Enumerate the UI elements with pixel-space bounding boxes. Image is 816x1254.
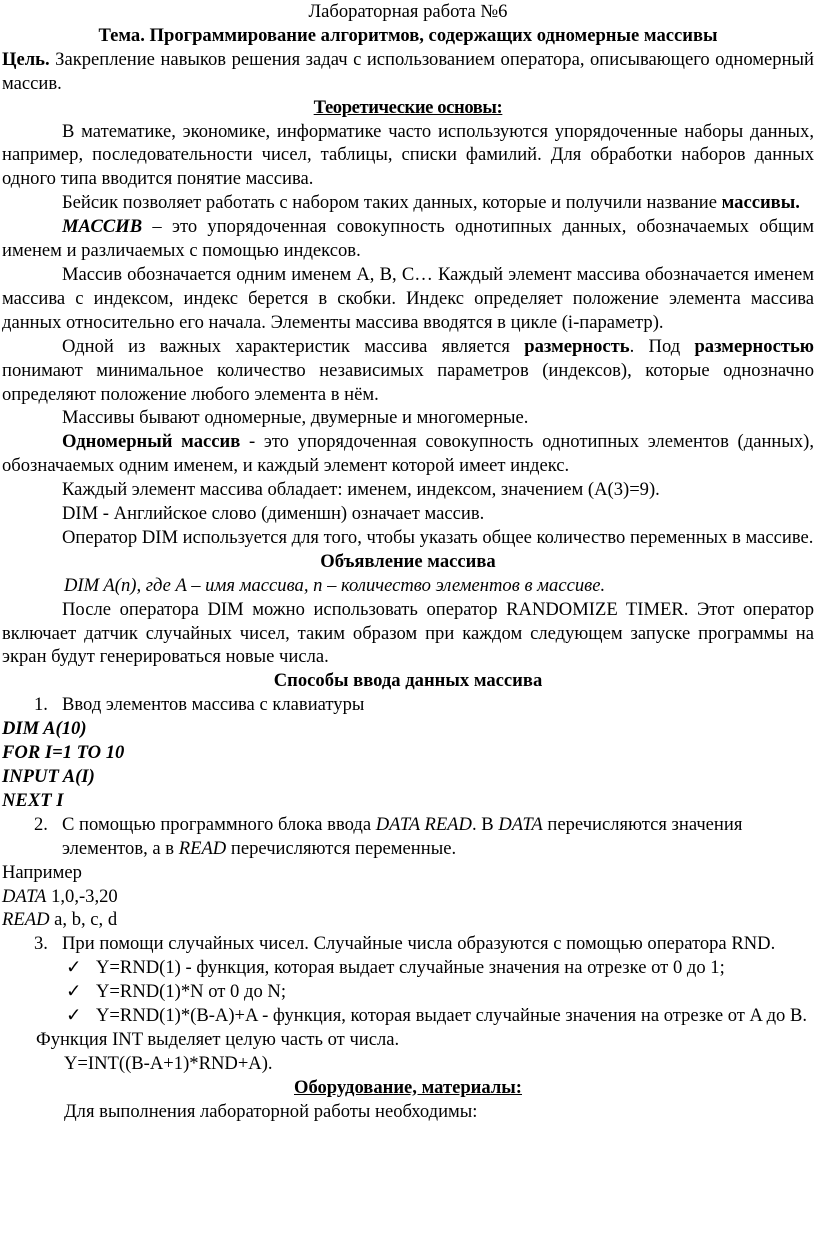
- code-line: FOR I=1 TO 10: [2, 742, 125, 764]
- goal-text: Закрепление навыков решения задач с использованием оператора, описывающего одномерный массив.: [2, 48, 814, 94]
- checkmark-icon: ✓: [66, 957, 82, 979]
- goal-label: Цель.: [2, 48, 50, 70]
- massiv-term: МАССИВ: [62, 216, 143, 238]
- list-item-1-text: Ввод элементов массива с клавиатуры: [62, 694, 365, 716]
- read-values: a, b, c, d: [49, 909, 118, 931]
- int-formula: Y=INT((B-A+1)*RND+A).: [64, 1052, 273, 1074]
- checkmark-icon: ✓: [66, 981, 82, 1003]
- paragraph-5-c: . Под: [629, 335, 695, 357]
- paragraph-5-bold-2: размерностью: [694, 335, 814, 357]
- paragraph-5-d: понимают минимальное количество независимых параметров (индексов), которые однозначно определяют положение любого элемента в нём.: [2, 359, 814, 405]
- theory-heading: Теоретические основы:: [313, 96, 503, 118]
- data-values: 1,0,-3,20: [46, 885, 118, 907]
- paragraph-2-text: Бейсик позволяет работать с набором таких данных, которые и получили название: [62, 192, 722, 214]
- list-item-1-number: 1.: [34, 694, 48, 716]
- list-item-3-number: 3.: [34, 933, 48, 955]
- paragraph-2: [2, 191, 814, 215]
- topic-text: Программирование алгоритмов, содержащих одномерные массивы: [149, 24, 718, 46]
- check-item-text: Y=RND(1)*N от 0 до N;: [96, 981, 286, 1003]
- list-item-2-italic-1: DATA READ: [375, 813, 472, 835]
- checkmark-icon: ✓: [66, 1005, 82, 1027]
- int-function-line: Функция INT выделяет целую часть от числа.: [36, 1028, 400, 1050]
- paragraph-9: DIM - Английское слово (дименшн) означает массив.: [62, 503, 485, 525]
- check-item-text: Y=RND(1) - функция, которая выдает случайные значения на отрезке от 0 до 1;: [96, 957, 725, 979]
- check-item: [2, 956, 814, 980]
- paragraph-7-text: - это упорядоченная совокупность однотипных элементов (данных), обозначаемых одним именем, и каждый элемент которой имеет индекс.: [2, 431, 814, 477]
- list-item-3-text: При помощи случайных чисел. Случайные числа образуются с помощью оператора RND.: [62, 933, 776, 955]
- code-line: NEXT I: [2, 789, 64, 811]
- paragraph-7-bold: Одномерный массив: [62, 431, 241, 453]
- paragraph-5-a: Одной из важных характеристик массива является: [62, 335, 525, 357]
- data-line: [2, 885, 814, 909]
- declaration-heading: Объявление массива: [320, 550, 496, 572]
- paragraph-11: После оператора DIM можно использовать оператор RANDOMIZE TIMER. Этот оператор включает датчик случайных чисел, таким образом при каждом следующем запуске программы на экран будут генерироваться новые числа.: [2, 598, 814, 668]
- list-item-2: [2, 813, 814, 861]
- goal-paragraph: [2, 48, 814, 96]
- paragraph-3: [2, 215, 814, 263]
- list-item-2-a: С помощью программного блока ввода: [62, 813, 376, 835]
- methods-heading: Способы ввода данных массива: [273, 670, 543, 692]
- paragraph-1: В математике, экономике, информатике часто используются упорядоченные наборы данных, например, последовательности чисел, таблицы, списки фамилий. Для обработки наборов данных одного типа вводится понятие массива.: [2, 120, 814, 190]
- list-item-2-b: . В: [471, 813, 499, 835]
- paragraph-4: Массив обозначается одним именем A, B, C… Каждый элемент массива обозначается именем массива с индексом, индекс берется в скобки. Индекс определяет положение элемента массива данных относительно его начала. Элементы массива вводятся в цикле (i-параметр).: [2, 263, 814, 333]
- paragraph-10: Оператор DIM используется для того, чтобы указать общее количество переменных в массиве.: [62, 526, 814, 548]
- check-item: [2, 1004, 814, 1028]
- declaration-line: DIM A(n), где A – имя массива, n – количество элементов в массиве.: [64, 574, 606, 596]
- topic-line: [2, 24, 814, 48]
- paragraph-3-text: – это упорядоченная совокупность однотипных данных, обозначаемых общим именем и различаемых с помощью индексов.: [2, 216, 814, 262]
- code-line: DIM A(10): [2, 718, 87, 740]
- check-item: [2, 980, 814, 1004]
- paragraph-7: [2, 430, 814, 478]
- equipment-heading: Оборудование, материалы:: [294, 1076, 522, 1098]
- example-label: Например: [2, 861, 82, 883]
- read-keyword: READ: [2, 909, 50, 931]
- list-item-2-c: перечисляются значения элементов, а в: [62, 813, 743, 859]
- document-header: Лабораторная работа №6: [308, 1, 508, 22]
- paragraph-5-bold-1: размерность: [524, 335, 630, 357]
- topic-label: Тема.: [98, 24, 145, 46]
- code-line: INPUT A(I): [2, 766, 95, 787]
- list-item-1: [2, 693, 814, 717]
- list-item-3: [2, 932, 814, 956]
- list-item-2-italic-3: READ: [178, 837, 227, 859]
- paragraph-6: Массивы бывают одномерные, двумерные и многомерные.: [62, 407, 529, 429]
- check-item-text: Y=RND(1)*(B-A)+A - функция, которая выдает случайные значения на отрезке от A до B.: [96, 1005, 808, 1027]
- data-keyword: DATA: [2, 885, 47, 907]
- last-line: Для выполнения лабораторной работы необходимы:: [64, 1100, 478, 1122]
- paragraph-2-bold: массивы.: [721, 192, 800, 214]
- read-line: [2, 908, 814, 932]
- list-item-2-d: перечисляются переменные.: [226, 837, 457, 859]
- paragraph-8: Каждый элемент массива обладает: именем, индексом, значением (А(3)=9).: [62, 479, 660, 501]
- list-item-2-italic-2: DATA: [498, 813, 543, 835]
- paragraph-5: [2, 335, 814, 407]
- list-item-2-number: 2.: [34, 813, 48, 835]
